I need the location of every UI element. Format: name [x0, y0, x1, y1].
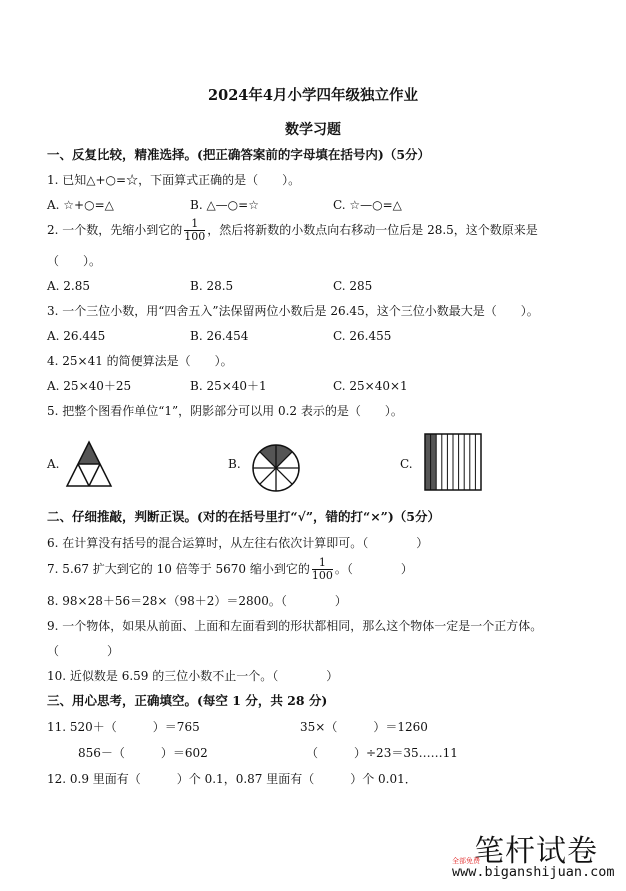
q3-option-b: B. 26.454 [190, 329, 249, 343]
question-11a: 11. 520＋（ ）＝765 [47, 720, 200, 734]
question-12: 12. 0.9 里面有（ ）个 0.1，0.87 里面有（ ）个 0.01． [47, 772, 417, 786]
q3-option-c: C. 26.455 [333, 329, 392, 343]
q2-text-before: 2. 一个数，先缩小到它的 [47, 223, 183, 237]
q1-option-c: C. ☆—○=△ [333, 198, 402, 212]
q1-option-a: A. ☆+○=△ [47, 198, 114, 212]
fraction-denominator: 100 [311, 569, 333, 582]
figure-b-label: B. [228, 457, 241, 471]
triangle-figure-icon [64, 440, 114, 490]
page-title: 2024年4月小学四年级独立作业 [208, 87, 418, 104]
section3-heading: 三、用心思考，正确填空。(每空 1 分，共 28 分) [47, 693, 328, 708]
question-1: 1. 已知△+○=☆，下面算式正确的是（ ）。 [47, 173, 301, 187]
watermark-tag: 全部免费 [452, 857, 480, 865]
q1-option-b: B. △—○=☆ [190, 198, 259, 212]
question-5: 5. 把整个图看作单位“1”，阴影部分可以用 0.2 表示的是（ ）。 [47, 404, 403, 418]
q4-option-a: A. 25×40＋25 [47, 379, 132, 393]
q7-text-after: 。（ ） [334, 562, 413, 576]
question-11c: 856－（ ）＝602 [78, 746, 208, 760]
q7-fraction [312, 557, 333, 582]
rectangle-figure-icon [424, 433, 482, 493]
question-3: 3. 一个三位小数，用“四舍五入”法保留两位小数后是 26.45，这个三位小数最大是（ ）。 [47, 304, 539, 318]
watermark-brand: 笔杆试卷 [474, 834, 598, 869]
question-11b: 35×（ ）＝1260 [300, 720, 428, 734]
page-subtitle: 数学习题 [285, 122, 341, 138]
question-4: 4. 25×41 的简便算法是（ ）。 [47, 354, 233, 368]
q3-option-a: A. 26.445 [47, 329, 106, 343]
q4-option-c: C. 25×40×1 [333, 379, 408, 393]
question-2 [47, 218, 538, 243]
figure-c-label: C. [400, 457, 413, 471]
fraction-numerator: 1 [312, 557, 333, 570]
section2-heading: 二、仔细推敲，判断正误。(对的在括号里打“√”，错的打“×”)（5分） [47, 509, 440, 524]
question-7 [47, 557, 413, 582]
fraction-denominator: 100 [184, 230, 206, 243]
circle-figure-icon [249, 441, 303, 495]
question-2-line2: （ ）。 [47, 254, 102, 268]
q2-option-c: C. 285 [333, 279, 373, 293]
fraction-numerator: 1 [184, 218, 205, 231]
question-10: 10. 近似数是 6.59 的三位小数不止一个。（ ） [47, 669, 339, 683]
q2-option-b: B. 28.5 [190, 279, 234, 293]
q7-text-before: 7. 5.67 扩大到它的 10 倍等于 5670 缩小到它的 [47, 562, 310, 576]
q2-text-after: ，然后将新数的小数点向右移动一位后是 28.5，这个数原来是 [207, 223, 538, 237]
question-11d: （ ）÷23＝35……11 [306, 746, 458, 760]
q2-fraction [184, 218, 205, 243]
section1-heading: 一、反复比较，精准选择。(把正确答案前的字母填在括号内)（5分） [47, 147, 431, 162]
question-6: 6. 在计算没有括号的混合运算时，从左往右依次计算即可。（ ） [47, 536, 429, 550]
question-9: 9. 一个物体，如果从前面、上面和左面看到的形状都相同，那么这个物体一定是一个正方体。 [47, 619, 543, 633]
question-8: 8. 98×28＋56＝28×（98＋2）＝2800。（ ） [47, 594, 347, 608]
watermark-url: www.biganshijuan.com [452, 864, 615, 880]
q4-option-b: B. 25×40＋1 [190, 379, 267, 393]
q2-option-a: A. 2.85 [47, 279, 91, 293]
figure-a-label: A. [47, 457, 60, 471]
question-9-line2: （ ） [47, 644, 120, 658]
